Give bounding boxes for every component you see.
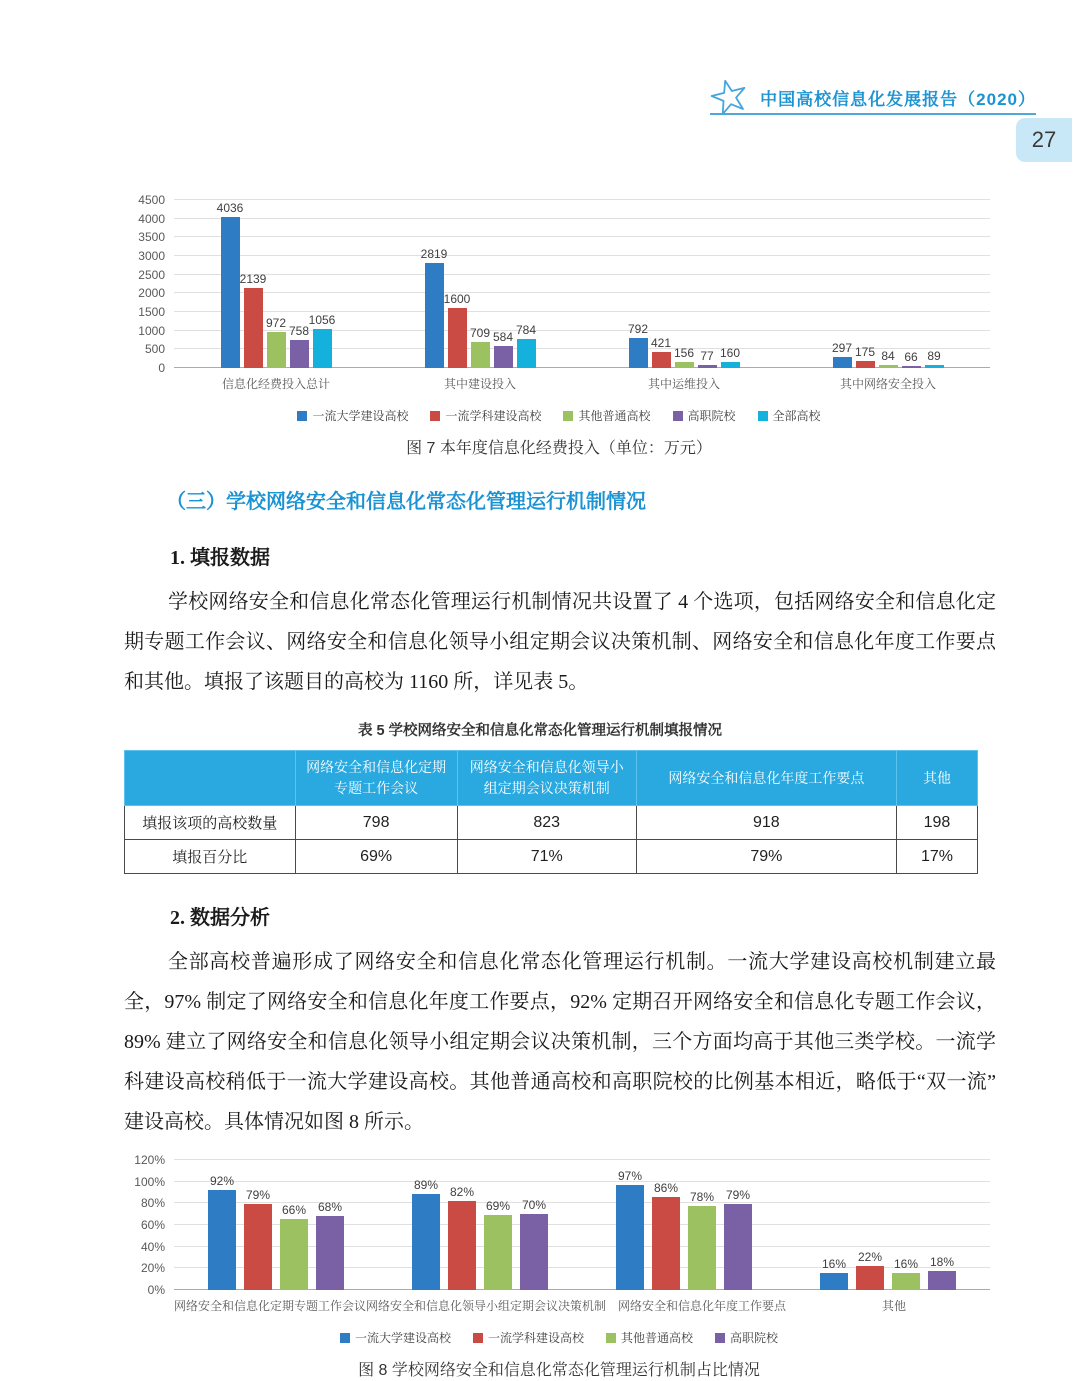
bar-with-label: [688, 1160, 716, 1290]
bar-value-label: 66: [904, 349, 918, 364]
subsection-2-paragraph: 全部高校普遍形成了网络安全和信息化常态化管理运行机制。一流大学建设高校机制建立最全，97% 制定了网络安全和信息化年度工作要点，92% 定期召开网络安全和信息化专题工作会议，89% 建立了网络安全和信息化领导小组定期会议决策机制，三个方面均高于其他三类学校。一流学科建设高校稍低于一流大学建设高校。其他普通高校和高职院校的比例基本相近，略低于“双一流”建设高校。具体情况如图 8 所示。: [124, 951, 996, 1133]
bar: [520, 1214, 548, 1290]
bar-value-label: 792: [627, 322, 649, 337]
bar-value-label: 78%: [689, 1189, 715, 1204]
figure-7-y-axis: [128, 193, 174, 375]
bar-value-label: 297: [831, 340, 853, 355]
bar-value-label: 2139: [239, 272, 267, 287]
bar-with-label: [721, 200, 740, 368]
bar-value-label: 70%: [521, 1198, 547, 1213]
bar: [244, 288, 263, 368]
legend-swatch: [473, 1333, 483, 1343]
table-5-value-cell: 798: [295, 806, 457, 840]
bar-with-label: [675, 200, 694, 368]
bar-value-label: 4036: [216, 201, 244, 216]
bar: [316, 1216, 344, 1290]
legend-item: [606, 1329, 693, 1346]
bar: [484, 1215, 512, 1290]
x-axis-category-label: 网络安全和信息化领导小组定期会议决策机制: [366, 1299, 607, 1313]
bar-groups: [174, 1160, 990, 1290]
table-5-header: [125, 751, 978, 806]
bar-group: [582, 1160, 786, 1290]
subsection-1-heading: 1. 填报数据: [170, 547, 270, 569]
bar-value-label: 89: [927, 348, 941, 363]
bar: [892, 1273, 920, 1290]
figure-7-plot-area: [174, 200, 990, 368]
bar: [280, 1219, 308, 1291]
bar-with-label: [652, 200, 671, 368]
bar-with-label: [448, 1160, 476, 1290]
legend-swatch: [673, 411, 683, 421]
table-5-value-cell: 69%: [295, 840, 457, 874]
bar: [879, 365, 898, 368]
bar-with-label: [471, 200, 490, 368]
y-axis-tick-label: 2500: [138, 267, 165, 282]
figure-8-legend: [128, 1329, 990, 1346]
bar-value-label: 18%: [929, 1254, 955, 1269]
y-axis-tick-label: 1000: [138, 323, 165, 338]
legend-item: [297, 407, 408, 424]
x-axis-category-label: 信息化经费投入总计: [221, 377, 330, 391]
bar: [688, 1206, 716, 1291]
table-5-row-label: 填报该项的高校数量: [125, 806, 296, 840]
bar-value-label: 79%: [725, 1188, 751, 1203]
bar-with-label: [494, 200, 513, 368]
table-5-value-cell: 17%: [896, 840, 977, 874]
bar-with-label: [820, 1160, 848, 1290]
legend-swatch: [715, 1333, 725, 1343]
x-axis-category-label: 其中网络安全投入: [839, 377, 936, 391]
legend-label: 高职院校: [687, 409, 736, 423]
y-axis-tick-label: 4000: [138, 211, 165, 226]
legend-item: [473, 1329, 584, 1346]
x-axis-category-label: 其中运维投入: [647, 377, 720, 391]
y-axis-tick-label: 3500: [138, 230, 165, 245]
bar: [412, 1194, 440, 1290]
subsection-2-heading: 2. 数据分析: [170, 907, 270, 929]
bar-group: [786, 1160, 990, 1290]
bar-with-label: [616, 1160, 644, 1290]
legend-swatch: [297, 411, 307, 421]
bar-with-label: [208, 1160, 236, 1290]
bar-with-label: [879, 200, 898, 368]
bar-value-label: 86%: [653, 1180, 679, 1195]
y-axis-tick-label: 120%: [134, 1153, 165, 1167]
y-axis-tick-label: 1500: [138, 305, 165, 319]
table-5-caption: 表 5 学校网络安全和信息化常态化管理运行机制填报情况: [357, 723, 723, 739]
table-5-column-header: 网络安全和信息化领导小组定期会议决策机制: [457, 751, 636, 806]
bar-value-label: 584: [492, 330, 514, 345]
bar-value-label: 68%: [317, 1200, 343, 1215]
figure-7-plot-column: [174, 200, 990, 392]
bar-with-label: [412, 1160, 440, 1290]
figure-7-bar-chart: [128, 193, 990, 458]
bar-value-label: 92%: [209, 1174, 235, 1189]
bar: [833, 357, 852, 368]
table-5-body: [125, 806, 978, 874]
bar: [902, 366, 921, 368]
figure-8-y-axis: [128, 1153, 174, 1297]
figure-8-bar-chart: [128, 1153, 990, 1380]
figure-7-chart-body: [128, 193, 990, 392]
bar-with-label: [420, 200, 448, 368]
table-5-column-header: 其他: [896, 751, 977, 806]
bar: [652, 352, 671, 368]
bar-with-label: [267, 200, 286, 368]
legend-item: [758, 407, 821, 424]
y-axis-tick-label: 500: [144, 342, 165, 357]
bar: [313, 329, 332, 368]
table-5-value-cell: 71%: [457, 840, 636, 874]
bar-group: [378, 200, 582, 368]
legend-label: 全部高校: [772, 409, 821, 423]
bar: [629, 338, 648, 368]
bar-with-label: [443, 200, 471, 368]
bar: [448, 1201, 476, 1290]
bar-value-label: 66%: [281, 1202, 307, 1217]
y-axis-tick-label: 20%: [140, 1261, 165, 1276]
y-axis-tick-label: 80%: [140, 1196, 165, 1211]
table-5-value-cell: 823: [457, 806, 636, 840]
bar-value-label: 16%: [893, 1256, 919, 1271]
bar-group: [174, 200, 378, 368]
bar-value-label: 22%: [857, 1250, 883, 1265]
bar-with-label: [629, 200, 648, 368]
bar-value-label: 421: [650, 336, 672, 351]
bar-with-label: [239, 200, 267, 368]
bar-value-label: 175: [854, 345, 876, 360]
bar-with-label: [216, 200, 244, 368]
legend-swatch: [340, 1333, 350, 1343]
x-axis-category-label: 其中建设投入: [443, 377, 516, 391]
bar-value-label: 709: [469, 325, 491, 340]
table-5-value-cell: 79%: [636, 840, 896, 874]
bar: [221, 217, 240, 368]
table-row: [125, 806, 978, 840]
bar: [244, 1204, 272, 1290]
table-row: [125, 840, 978, 874]
table-5-column-header: 网络安全和信息化年度工作要点: [636, 751, 896, 806]
figure-8-chart-body: [128, 1153, 990, 1314]
bar: [856, 361, 875, 368]
bar-value-label: 77: [700, 349, 714, 364]
bar-value-label: 69%: [485, 1199, 511, 1214]
bar-with-label: [928, 1160, 956, 1290]
bar-with-label: [308, 200, 336, 368]
bar: [494, 346, 513, 368]
bar: [856, 1266, 884, 1290]
bar: [928, 1271, 956, 1291]
bar-value-label: 82%: [449, 1185, 475, 1200]
y-axis-tick-label: 0%: [147, 1283, 165, 1297]
bar-value-label: 972: [265, 315, 287, 330]
legend-item: [715, 1329, 778, 1346]
section-heading: （三）学校网络安全和信息化常态化管理运行机制情况: [166, 491, 646, 513]
legend-label: 其他普通高校: [578, 409, 651, 423]
bar-with-label: [833, 200, 852, 368]
bar: [724, 1204, 752, 1290]
bar-value-label: 89%: [413, 1177, 439, 1192]
bar-value-label: 156: [673, 346, 695, 361]
bar-with-label: [856, 200, 875, 368]
y-axis-tick-label: 40%: [140, 1239, 165, 1254]
bar-value-label: 16%: [821, 1256, 847, 1271]
bar: [448, 308, 467, 368]
table-5: [124, 750, 978, 874]
figure-7-x-axis-labels: [174, 375, 990, 392]
bar-with-label: [724, 1160, 752, 1290]
legend-label: 一流大学建设高校: [354, 1331, 451, 1345]
bar-value-label: 2819: [420, 246, 448, 261]
page-header: [710, 74, 1036, 115]
figure-8-plot-column: [174, 1160, 990, 1314]
x-axis-category-label: 网络安全和信息化年度工作要点: [618, 1299, 787, 1313]
bar-value-label: 97%: [617, 1168, 643, 1183]
figure-8-x-axis-labels: [174, 1297, 990, 1314]
bar-with-label: [316, 1160, 344, 1290]
x-axis-category-label: 网络安全和信息化定期专题工作会议: [174, 1299, 367, 1313]
bar-group: [174, 1160, 378, 1290]
table-5-row-label: 填报百分比: [125, 840, 296, 874]
page-number-badge: [1016, 118, 1072, 162]
bar-value-label: 784: [515, 322, 537, 337]
y-axis-tick-label: 4500: [138, 193, 165, 207]
y-axis-tick-label: 3000: [138, 249, 165, 263]
bar-with-label: [517, 200, 536, 368]
bar: [721, 362, 740, 368]
y-axis-tick-label: 0: [158, 361, 165, 375]
legend-swatch: [563, 411, 573, 421]
bar: [675, 362, 694, 368]
bar-group: [378, 1160, 582, 1290]
bar-value-label: 79%: [245, 1188, 271, 1203]
page-number: 27: [1031, 127, 1057, 152]
bar: [616, 1185, 644, 1290]
y-axis-tick-label: 100%: [134, 1174, 165, 1189]
bar-group: [582, 200, 786, 368]
bar-with-label: [290, 200, 309, 368]
figure-8-caption: 图 8 学校网络安全和信息化常态化管理运行机制占比情况: [358, 1362, 760, 1379]
bar-value-label: 758: [288, 323, 310, 338]
bar-with-label: [892, 1160, 920, 1290]
figure-8-plot-area: [174, 1160, 990, 1290]
legend-item: [430, 407, 541, 424]
y-axis-tick-label: 60%: [140, 1218, 165, 1232]
x-axis-category-label: 其他: [882, 1299, 907, 1313]
legend-item: [340, 1329, 451, 1346]
legend-swatch: [606, 1333, 616, 1343]
bar-groups: [174, 200, 990, 368]
legend-label: 一流大学建设高校: [312, 409, 409, 423]
bar: [267, 332, 286, 368]
bar: [425, 263, 444, 368]
bar-with-label: [280, 1160, 308, 1290]
y-axis-tick-label: 2000: [138, 286, 165, 301]
bar-value-label: 1600: [443, 292, 471, 307]
star-icon: [708, 75, 752, 119]
bar: [290, 340, 309, 368]
table-5-corner-cell: [125, 751, 296, 806]
bar-with-label: [925, 200, 944, 368]
report-title: 中国高校信息化发展报告（2020）: [760, 90, 1036, 109]
bar-with-label: [244, 1160, 272, 1290]
legend-swatch: [430, 411, 440, 421]
bar-group: [786, 200, 990, 368]
legend-item: [563, 407, 650, 424]
bar: [925, 365, 944, 368]
figure-7-legend: [128, 407, 990, 424]
bar: [652, 1197, 680, 1290]
legend-item: [673, 407, 736, 424]
legend-swatch: [758, 411, 768, 421]
figure-7-caption: 图 7 本年度信息化经费投入（单位：万元）: [406, 440, 712, 457]
legend-label: 高职院校: [730, 1331, 779, 1345]
bar: [517, 339, 536, 368]
bar-with-label: [856, 1160, 884, 1290]
subsection-1-paragraph: 学校网络安全和信息化常态化管理运行机制情况共设置了 4 个选项，包括网络安全和信息化定期专题工作会议、网络安全和信息化领导小组定期会议决策机制、网络安全和信息化年度工作要点和其他。填报了该题目的高校为 1160 所，详见表 5。: [124, 591, 996, 693]
bar-with-label: [902, 200, 921, 368]
table-5-value-cell: 918: [636, 806, 896, 840]
bar-with-label: [698, 200, 717, 368]
bar-value-label: 84: [881, 348, 895, 363]
bar: [208, 1190, 236, 1290]
legend-label: 一流学科建设高校: [487, 1331, 584, 1345]
bar: [698, 365, 717, 368]
bar-with-label: [484, 1160, 512, 1290]
legend-label: 一流学科建设高校: [445, 409, 542, 423]
bar-with-label: [520, 1160, 548, 1290]
legend-label: 其他普通高校: [621, 1331, 694, 1345]
bar-with-label: [652, 1160, 680, 1290]
bar: [820, 1273, 848, 1290]
table-5-column-header: 网络安全和信息化定期专题工作会议: [295, 751, 457, 806]
bar: [471, 342, 490, 368]
bar-value-label: 160: [719, 346, 741, 361]
bar-value-label: 1056: [308, 312, 336, 327]
table-5-value-cell: 198: [896, 806, 977, 840]
